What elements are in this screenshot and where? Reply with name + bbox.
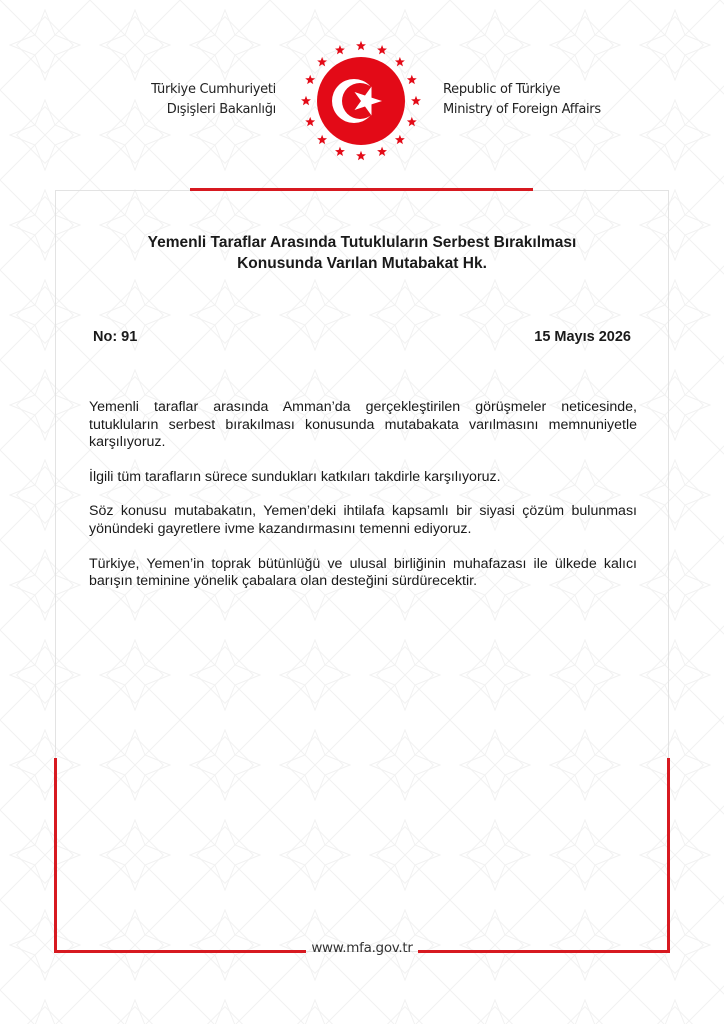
emblem-star-icon [317,57,327,66]
emblem-star-icon [411,96,421,105]
ministry-name-en-line2: Ministry of Foreign Affairs [443,102,601,117]
frame-bottom-right-accent [418,950,670,953]
emblem-star-icon [377,147,387,156]
body-paragraph: Yemenli taraflar arasında Amman’da gerçekleştirilen görüşmeler neticesinde, tutukluların serbest bırakılması konusunda mutabakata varılmasını memnuniyetle karşılıyoruz. [89,399,637,451]
body-paragraph: Söz konusu mutabakatın, Yemen’deki ihtilafa kapsamlı bir siyasi çözüm bulunması yönündeki gayretlere ivme kazandırmasını temenni ediyoruz. [89,503,637,537]
frame-bottom-left-accent [54,950,306,953]
ministry-name-tr-line1: Türkiye Cumhuriyeti [151,82,276,97]
document-title [90,232,634,274]
document-title-line2: Konusunda Varılan Mutabakat Hk. [237,255,487,272]
ministry-name-english [443,80,683,120]
ministry-name-en-line1: Republic of Türkiye [443,82,561,97]
emblem-star-icon [356,41,366,50]
document-body [89,399,637,608]
body-paragraph: Türkiye, Yemen’in toprak bütünlüğü ve ulusal birliğinin muhafazası ile ülkede kalıcı barışın teminine yönelik çabalara olan desteğini sürdürecektir. [89,555,637,590]
emblem-star-icon [395,135,405,144]
frame-top-accent [190,188,533,191]
emblem-star-icon [317,135,327,144]
emblem-star-icon [335,45,345,54]
document-title-line1: Yemenli Taraflar Arasında Tutukluların Serbest Bırakılması [147,234,577,251]
document-number: No: 91 [93,329,138,345]
emblem-star-icon [305,117,315,126]
emblem-star-icon [407,117,417,126]
emblem-star-icon [407,75,417,84]
frame-left-accent [54,758,57,953]
emblem-star-icon [301,96,311,105]
body-paragraph: İlgili tüm tarafların sürece sundukları katkıları takdirle karşılıyoruz. [89,468,501,485]
website-link[interactable]: www.mfa.gov.tr [311,940,413,956]
ministry-name-turkish [56,80,276,120]
ministry-name-tr-line2: Dışişleri Bakanlığı [166,102,276,117]
emblem-star-icon [335,147,345,156]
emblem-star-icon [356,151,366,160]
frame-right-accent [667,758,670,953]
crescent-star-emblem-icon [298,38,424,164]
emblem-star-icon [395,57,405,66]
emblem-star-icon [377,45,387,54]
document-date: 15 Mayıs 2026 [534,329,631,345]
emblem-star-icon [305,75,315,84]
